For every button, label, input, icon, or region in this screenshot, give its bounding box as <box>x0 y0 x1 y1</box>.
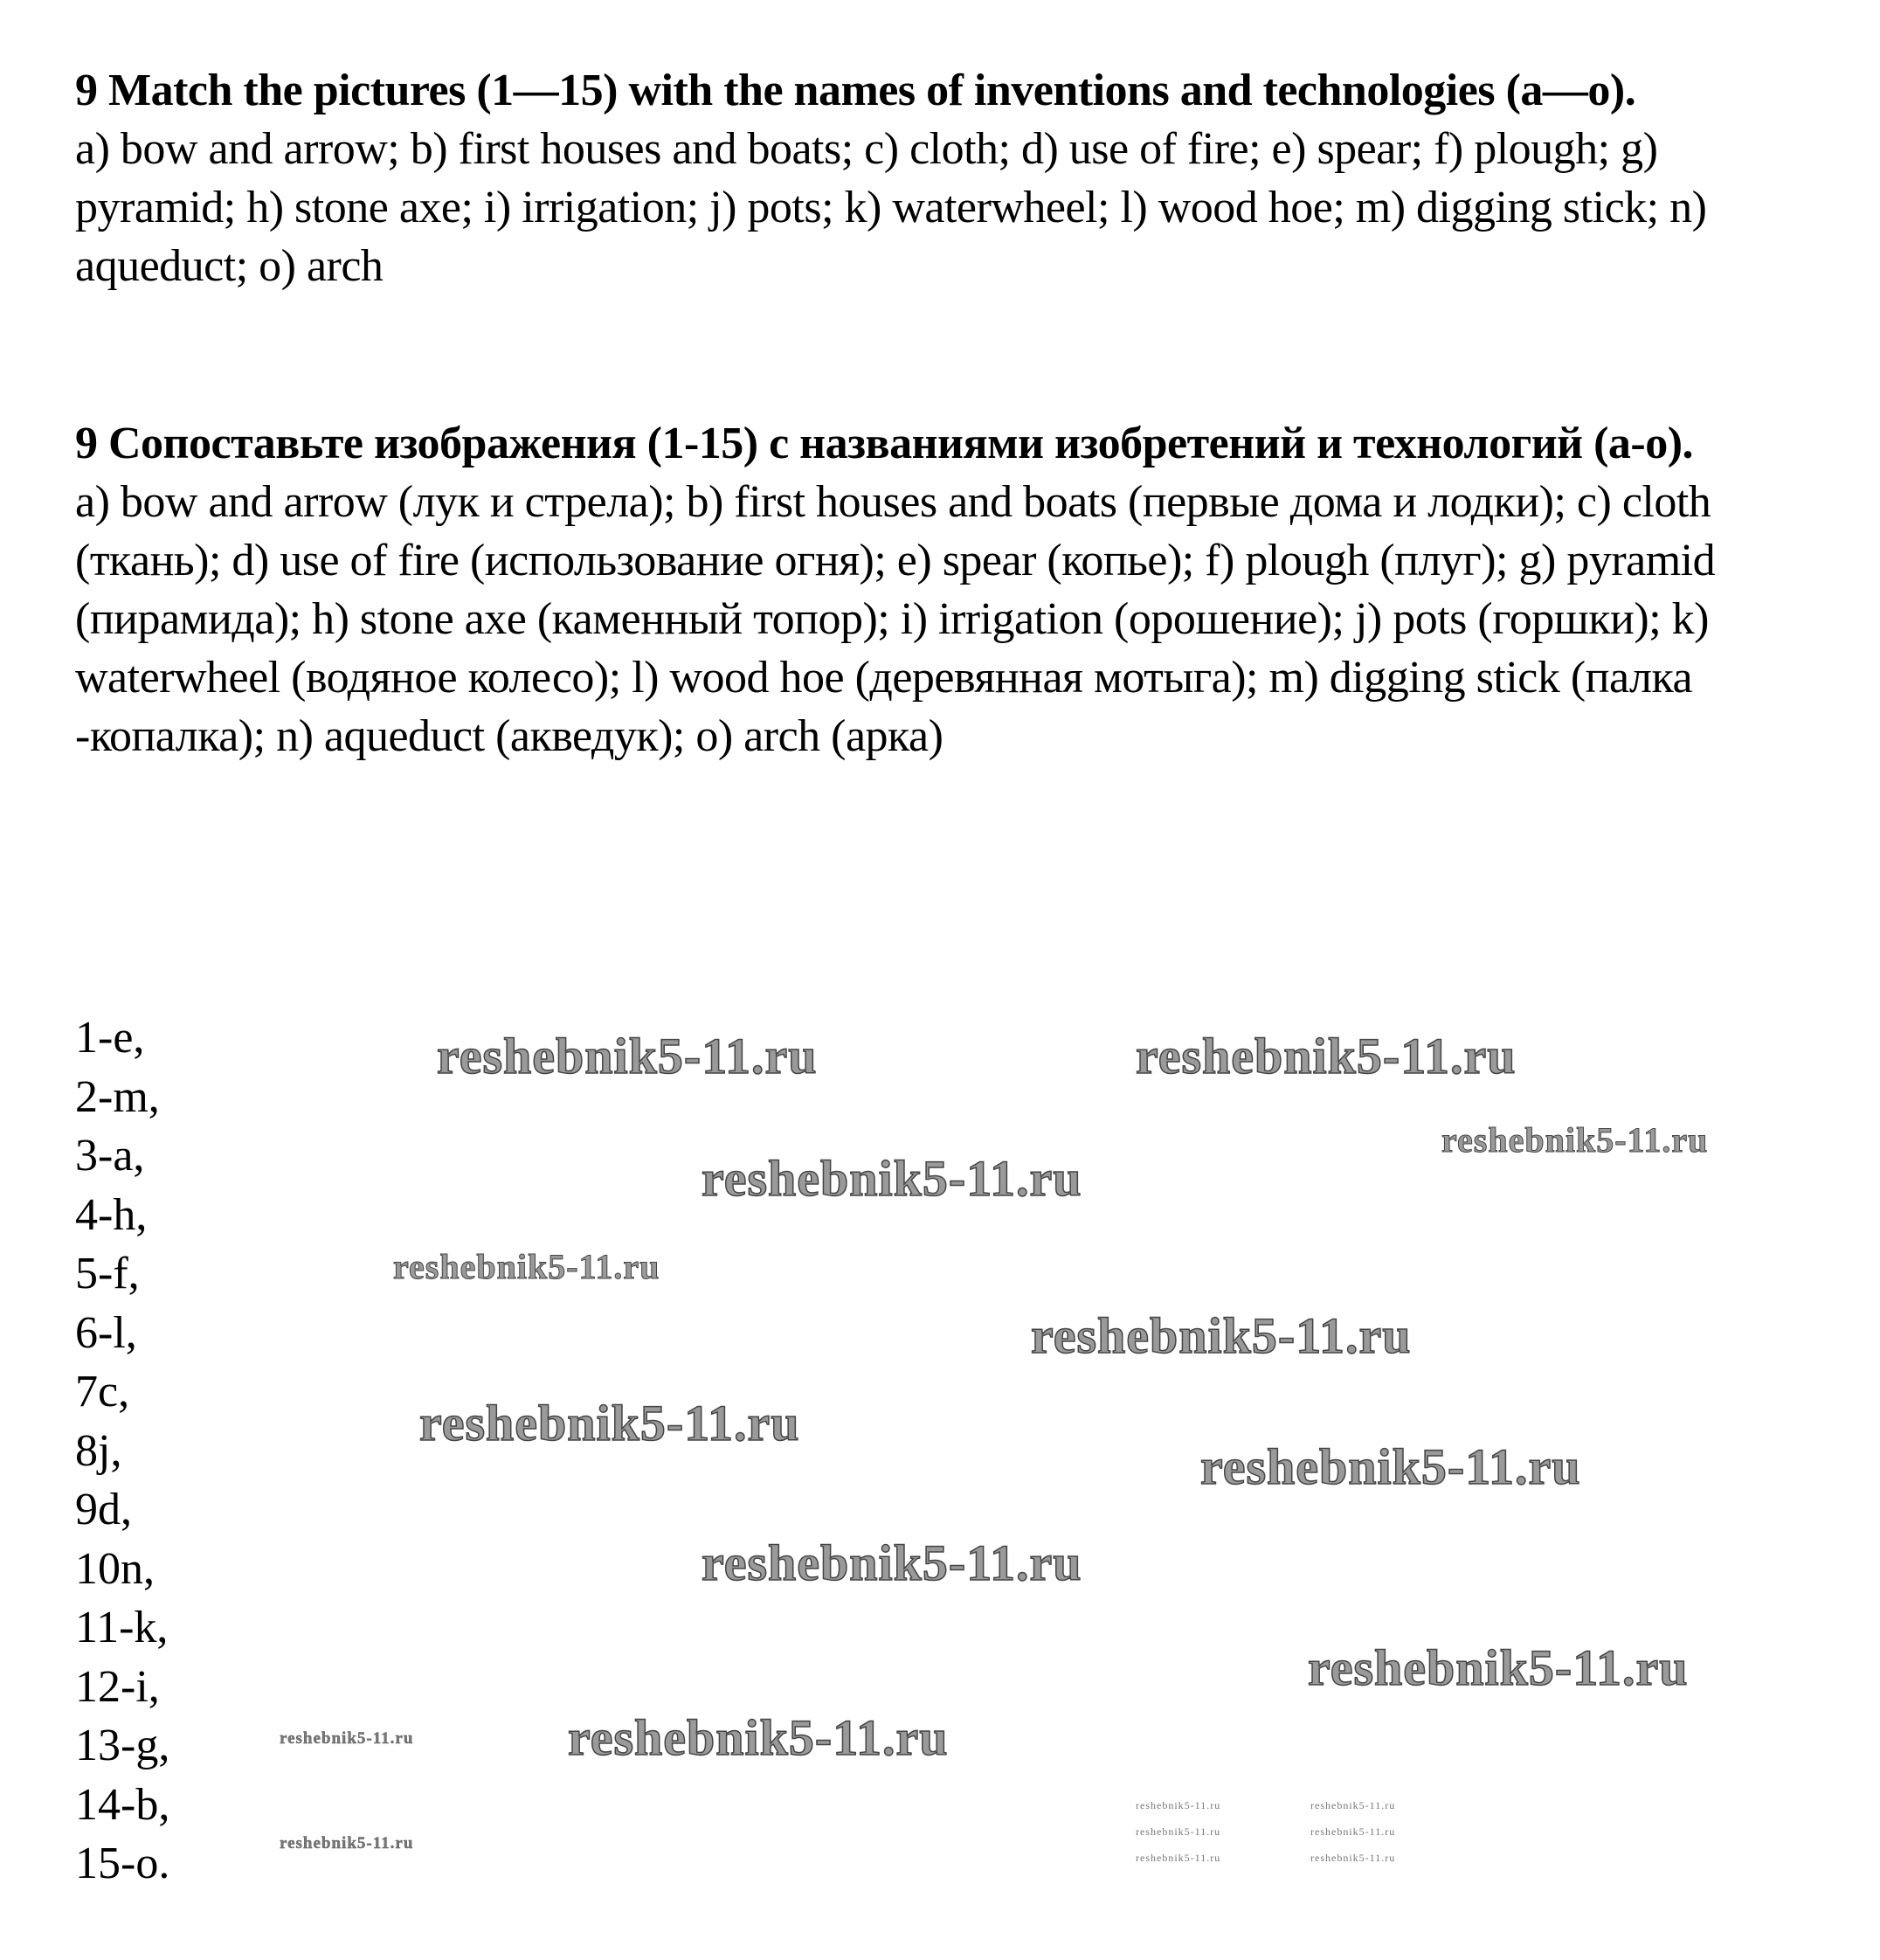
watermark: reshebnik5-11.ru <box>1310 1852 1396 1864</box>
answer-item: 14-b, <box>75 1779 170 1830</box>
watermark: reshebnik5-11.ru <box>702 1534 1082 1591</box>
watermark: reshebnik5-11.ru <box>1031 1307 1412 1364</box>
watermark: reshebnik5-11.ru <box>1441 1120 1709 1160</box>
task-heading-en: 9 Match the pictures (1—15) with the names of inventions and technologies (a—o). <box>75 66 1636 115</box>
watermark: reshebnik5-11.ru <box>280 1729 414 1748</box>
answer-item: 10n, <box>75 1543 155 1594</box>
watermark: reshebnik5-11.ru <box>1136 1825 1221 1838</box>
answer-item: 3-a, <box>75 1131 145 1181</box>
options-ru: a) bow and arrow (лук и стрела); b) first houses and boats (первые дома и лодки); c) cloth (ткань); d) use of fire (использование огня); e) spear (копье); f) plough (плуг); g) pyramid (пирамида); h) stone axe (каменный топор); i) irrigation (орошение); j) pots (горшки); k) waterwheel (водяное колесо); l) wood hoe (деревянная мотыга); m) digging stick (палка -копалка); n) aqueduct (акведук); o) arch (арка) <box>75 477 1716 761</box>
english-task <box>75 61 1822 295</box>
answer-item: 1-e, <box>75 1013 145 1063</box>
watermark: reshebnik5-11.ru <box>1310 1799 1396 1811</box>
watermark: reshebnik5-11.ru <box>419 1395 800 1451</box>
watermark: reshebnik5-11.ru <box>1308 1639 1689 1696</box>
answer-item: 9d, <box>75 1485 132 1534</box>
watermark: reshebnik5-11.ru <box>1310 1825 1396 1838</box>
watermark: reshebnik5-11.ru <box>1136 1799 1221 1811</box>
watermark: reshebnik5-11.ru <box>1136 1028 1517 1084</box>
watermark: reshebnik5-11.ru <box>437 1028 818 1084</box>
watermark: reshebnik5-11.ru <box>568 1709 949 1766</box>
answer-item: 15-o. <box>75 1839 170 1888</box>
watermark: reshebnik5-11.ru <box>1136 1852 1221 1864</box>
answer-item: 13-g, <box>75 1721 170 1770</box>
answer-item: 4-h, <box>75 1189 148 1240</box>
russian-task <box>75 414 1822 765</box>
answer-item: 7c, <box>75 1367 130 1416</box>
watermark: reshebnik5-11.ru <box>393 1247 660 1286</box>
answer-item: 2-m, <box>75 1071 160 1122</box>
watermark: reshebnik5-11.ru <box>280 1834 414 1853</box>
task-heading-ru: 9 Сопоставьте изображения (1-15) с названиями изобретений и технологий (а-о). <box>75 419 1694 468</box>
watermark: reshebnik5-11.ru <box>1200 1438 1581 1495</box>
watermark: reshebnik5-11.ru <box>702 1150 1082 1207</box>
answer-item: 5-f, <box>75 1249 140 1299</box>
answer-item: 6-l, <box>75 1307 137 1358</box>
options-en: a) bow and arrow; b) first houses and boats; c) cloth; d) use of fire; e) spear; f) plough; g) pyramid; h) stone axe; i) irrigation; j) pots; k) waterwheel; l) wood hoe; m) digging stick; n) aqueduct; o) arch <box>75 124 1707 291</box>
answer-item: 12-i, <box>75 1661 160 1712</box>
answer-item: 8j, <box>75 1425 122 1476</box>
answer-item: 11-k, <box>75 1603 169 1652</box>
answer-list <box>75 1008 169 1894</box>
